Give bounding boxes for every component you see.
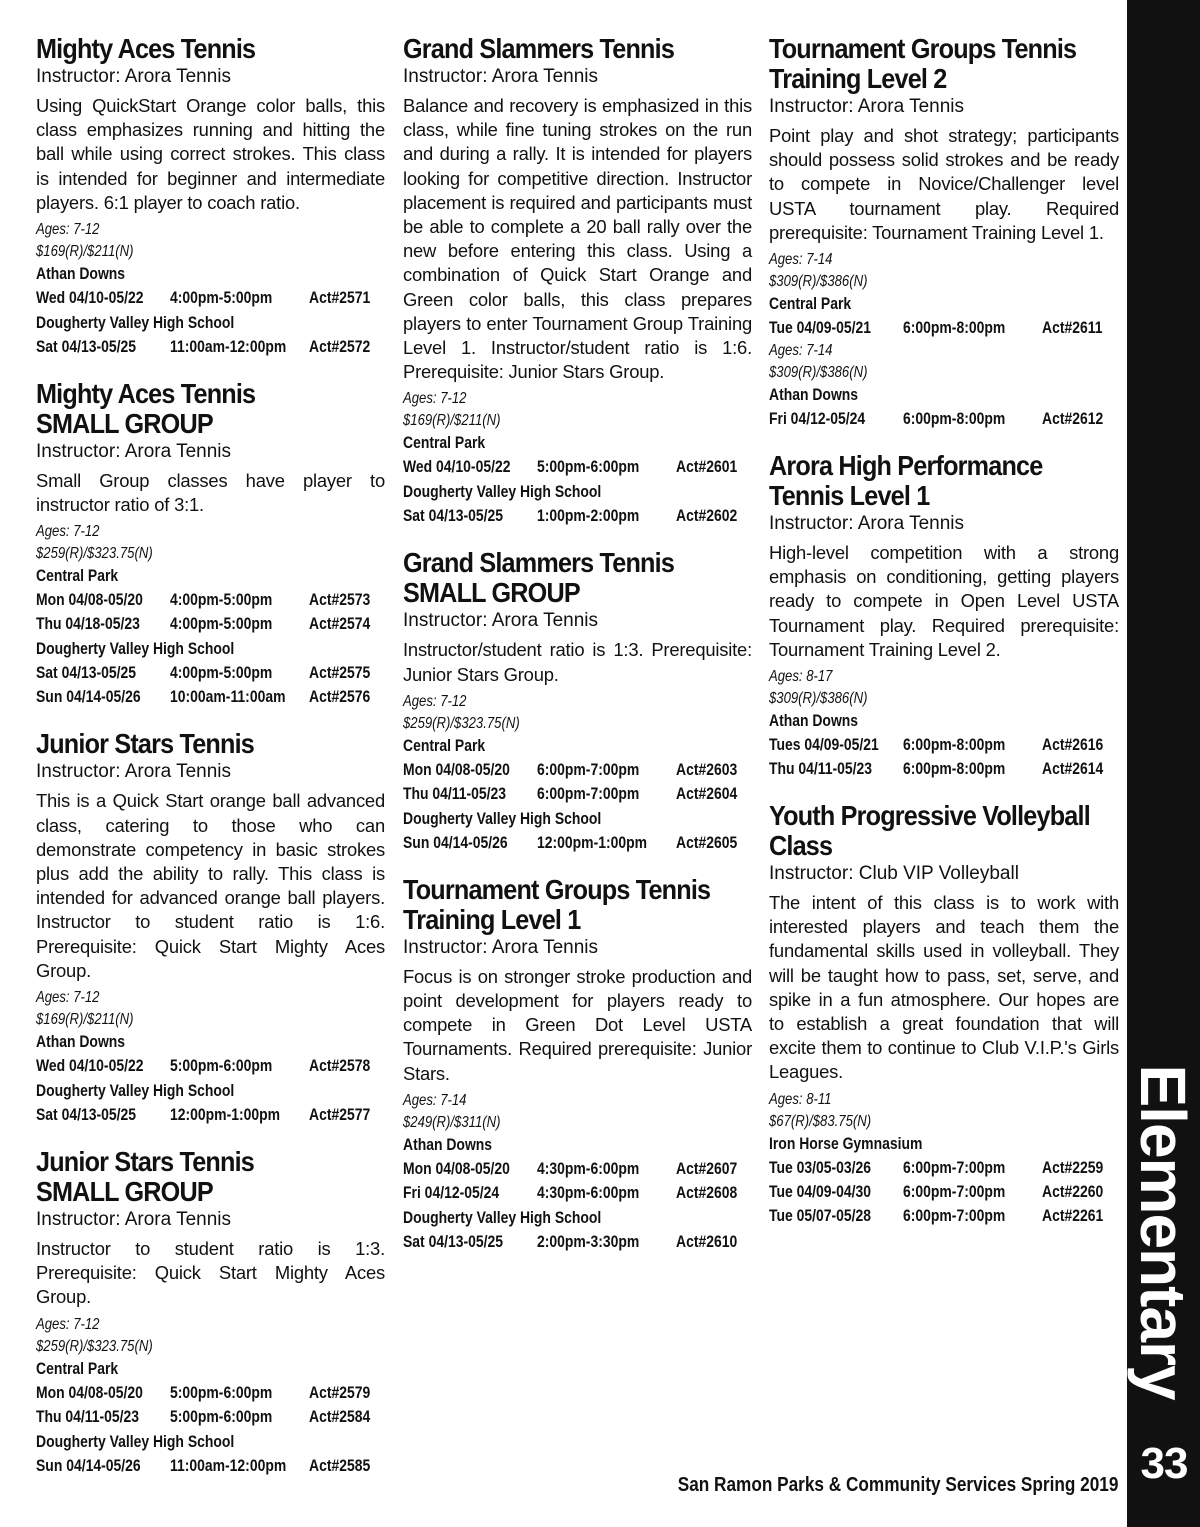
session-time: 4:30pm-6:00pm (537, 1182, 640, 1202)
class-title (403, 34, 717, 64)
session-row (36, 685, 385, 709)
session-time: 6:00pm-7:00pm (537, 759, 640, 779)
class-listing (403, 548, 752, 854)
class-fee: $249(R)/$311(N) (403, 1113, 501, 1131)
class-title (403, 548, 717, 608)
class-listing (769, 801, 1119, 1228)
class-ages: Ages: 7-12 (403, 692, 467, 710)
session-days: Fri 04/12-05/24 (403, 1182, 500, 1202)
session-activity-number: Act#2603 (676, 759, 738, 779)
session-activity-number: Act#2611 (1042, 318, 1103, 338)
session-activity-number: Act#2610 (676, 1231, 738, 1251)
class-fee: $169(R)/$211(N) (36, 243, 134, 261)
class-description: Small Group classes have player to instructor ratio of 3:1. (36, 470, 385, 516)
session-row (769, 316, 1119, 340)
session-activity-number: Act#2578 (309, 1056, 371, 1076)
session-time: 2:00pm-3:30pm (537, 1231, 640, 1251)
session-activity-number: Act#2605 (676, 832, 738, 852)
class-title (403, 875, 717, 935)
session-days: Sat 04/13-05/25 (403, 1231, 503, 1251)
class-location: Central Park (36, 566, 119, 586)
session-time: 5:00pm-6:00pm (170, 1382, 273, 1402)
class-title-line: SMALL GROUP (36, 1176, 213, 1208)
footer-publication: San Ramon Parks & Community Services Spring 2019 (677, 1474, 1118, 1496)
session-row (403, 758, 752, 782)
session-time: 1:00pm-2:00pm (537, 506, 640, 526)
session-time: 6:00pm-8:00pm (903, 409, 1006, 429)
session-time: 10:00am-11:00am (170, 687, 286, 707)
class-instructor: Instructor: Arora Tennis (403, 936, 599, 958)
session-row (769, 1180, 1119, 1204)
class-title-line: SMALL GROUP (403, 577, 580, 609)
session-activity-number: Act#2261 (1042, 1205, 1104, 1225)
session-activity-number: Act#2616 (1042, 735, 1104, 755)
session-time: 4:00pm-5:00pm (170, 288, 273, 308)
class-title-line: Arora High Performance (769, 450, 1043, 482)
session-days: Tues 04/09-05/21 (769, 735, 879, 755)
class-instructor: Instructor: Arora Tennis (36, 441, 232, 463)
session-row (36, 335, 385, 359)
session-days: Tue 05/07-05/28 (769, 1205, 872, 1225)
session-activity-number: Act#2585 (309, 1455, 371, 1475)
session-days: Fri 04/12-05/24 (769, 409, 866, 429)
session-days: Thu 04/11-05/23 (403, 783, 507, 803)
class-location: Dougherty Valley High School (36, 313, 235, 333)
session-days: Sat 04/13-05/25 (36, 337, 136, 357)
session-time: 4:00pm-5:00pm (170, 614, 273, 634)
session-time: 6:00pm-7:00pm (903, 1205, 1006, 1225)
class-listing (36, 1147, 385, 1478)
class-listing (36, 379, 385, 709)
session-activity-number: Act#2614 (1042, 759, 1104, 779)
class-fee: $67(R)/$83.75(N) (769, 1112, 872, 1130)
session-activity-number: Act#2584 (309, 1406, 371, 1426)
class-location: Athan Downs (769, 385, 859, 405)
class-fee: $309(R)/$386(N) (769, 273, 868, 291)
class-location: Athan Downs (403, 1134, 493, 1154)
class-instructor: Instructor: Arora Tennis (403, 66, 599, 87)
page-number: 33 (1140, 1439, 1188, 1488)
session-days: Sat 04/13-05/25 (36, 1105, 136, 1125)
class-listing (36, 729, 385, 1127)
class-title (36, 34, 350, 64)
class-title (36, 379, 350, 439)
session-row (36, 661, 385, 685)
class-title (769, 451, 1084, 511)
session-days: Mon 04/08-05/20 (403, 759, 510, 779)
class-ages: Ages: 7-12 (36, 989, 100, 1007)
session-row (36, 1054, 385, 1078)
class-location: Central Park (769, 294, 852, 314)
session-time: 12:00pm-1:00pm (537, 832, 648, 852)
session-row (36, 612, 385, 636)
session-time: 5:00pm-6:00pm (537, 457, 640, 477)
session-activity-number: Act#2604 (676, 783, 738, 803)
session-days: Sun 04/14-05/26 (36, 1455, 141, 1475)
class-listing (36, 34, 385, 359)
class-location: Dougherty Valley High School (36, 1081, 235, 1101)
class-instructor: Instructor: Arora Tennis (36, 761, 232, 783)
class-title-line: Grand Slammers Tennis (403, 547, 675, 579)
class-description: Using QuickStart Orange color balls, this class emphasizes running and hitting the ball while using correct strokes. This class is intended for beginner and intermediate players. 6:1 player to coach ratio. (36, 95, 385, 213)
class-location: Athan Downs (36, 1032, 126, 1052)
session-activity-number: Act#2579 (309, 1382, 371, 1402)
session-activity-number: Act#2608 (676, 1182, 738, 1202)
session-days: Mon 04/08-05/20 (36, 1382, 143, 1402)
session-row (769, 733, 1119, 757)
session-row (769, 1204, 1119, 1228)
session-days: Wed 04/10-05/22 (36, 1056, 144, 1076)
class-description: High-level competition with a strong emphasis on conditioning, getting players ready to compete in Open Level USTA Tournament play. Required prerequisite: Tournament Training Level 2. (769, 542, 1119, 660)
session-days: Tue 03/05-03/26 (769, 1157, 872, 1177)
class-fee: $169(R)/$211(N) (36, 1011, 134, 1029)
session-days: Tue 04/09-05/21 (769, 318, 872, 338)
class-listing (769, 34, 1119, 431)
session-row (403, 455, 752, 479)
session-activity-number: Act#2612 (1042, 409, 1104, 429)
session-activity-number: Act#2573 (309, 590, 371, 610)
class-title (769, 34, 1084, 94)
class-location: Iron Horse Gymnasium (769, 1133, 923, 1153)
class-ages: Ages: 7-14 (403, 1091, 467, 1109)
class-location: Dougherty Valley High School (403, 1207, 602, 1227)
class-description: Focus is on stronger stroke production and point development for players ready to compete in Green Dot Level USTA Tournaments. Required prerequisite: Junior Stars. (403, 965, 752, 1084)
class-location: Dougherty Valley High School (36, 1431, 235, 1451)
session-time: 11:00am-12:00pm (170, 337, 287, 357)
class-location: Central Park (403, 735, 486, 755)
class-fee: $169(R)/$211(N) (403, 412, 501, 430)
class-title (36, 1147, 350, 1207)
class-description: Instructor to student ratio is 1:3. Prerequisite: Quick Start Mighty Aces Group. (36, 1238, 385, 1308)
class-title (769, 800, 1090, 862)
class-description: Balance and recovery is emphasized in this class, while fine tuning strokes on the run and during a rally. It is intended for players looking for competitive direction. Instructor placement is required and participants must be able to complete a 20 ball rally over the new before entering this class. Using a combination of Quick Start Orange and Green color balls, this class prepares players to enter Tournament Group Training Level 1. Instructor/student ratio is 1:6. Prerequisite: Junior Stars Group. (403, 95, 752, 383)
session-days: Thu 04/11-05/23 (769, 759, 873, 779)
session-activity-number: Act#2574 (309, 614, 371, 634)
column-right (769, 34, 1119, 1248)
session-days: Wed 04/10-05/22 (403, 457, 511, 477)
column-middle (403, 34, 752, 1274)
class-title-line: Youth Progressive Volleyball (769, 800, 1090, 832)
session-time: 6:00pm-7:00pm (903, 1181, 1006, 1201)
class-listing (769, 451, 1119, 781)
class-ages: Ages: 8-11 (769, 1090, 832, 1108)
session-days: Sun 04/14-05/26 (403, 832, 508, 852)
class-fee: $259(R)/$323.75(N) (36, 1337, 153, 1355)
session-activity-number: Act#2607 (676, 1158, 738, 1178)
session-row (36, 588, 385, 612)
class-location: Athan Downs (769, 711, 859, 731)
session-row (769, 407, 1119, 431)
class-fee: $259(R)/$323.75(N) (36, 545, 153, 563)
class-title-line: Tennis Level 1 (769, 480, 930, 512)
session-activity-number: Act#2572 (309, 337, 371, 357)
class-ages: Ages: 7-14 (769, 251, 833, 269)
session-days: Sat 04/13-05/25 (403, 506, 503, 526)
session-row (769, 1156, 1119, 1180)
class-instructor: Instructor: Arora Tennis (403, 610, 599, 632)
session-time: 4:30pm-6:00pm (537, 1158, 640, 1178)
session-time: 6:00pm-8:00pm (903, 735, 1006, 755)
session-row (36, 1381, 385, 1405)
session-activity-number: Act#2571 (309, 288, 371, 308)
class-fee: $309(R)/$386(N) (769, 364, 868, 382)
session-row (403, 831, 752, 855)
session-time: 6:00pm-7:00pm (903, 1157, 1006, 1177)
class-title-line: SMALL GROUP (36, 408, 213, 440)
session-row (403, 1230, 752, 1254)
class-instructor: Instructor: Club VIP Volleyball (769, 863, 1019, 885)
session-row (403, 782, 752, 806)
class-title-line: Training Level 2 (769, 63, 947, 94)
class-title-line: Junior Stars Tennis (36, 728, 254, 760)
session-days: Mon 04/08-05/20 (403, 1158, 510, 1178)
column-left (36, 34, 385, 1498)
class-ages: Ages: 8-17 (769, 668, 833, 686)
class-location: Dougherty Valley High School (403, 482, 602, 502)
class-ages: Ages: 7-12 (36, 523, 100, 541)
session-row (403, 1157, 752, 1181)
session-days: Tue 04/09-04/30 (769, 1181, 872, 1201)
session-row (769, 757, 1119, 781)
session-row (403, 1181, 752, 1205)
class-instructor: Instructor: Arora Tennis (36, 66, 232, 87)
session-activity-number: Act#2259 (1042, 1157, 1104, 1177)
session-time: 5:00pm-6:00pm (170, 1406, 273, 1426)
class-ages: Ages: 7-12 (36, 221, 100, 239)
session-row (36, 1405, 385, 1429)
class-ages: Ages: 7-12 (36, 1315, 100, 1333)
class-instructor: Instructor: Arora Tennis (36, 1209, 232, 1231)
session-activity-number: Act#2576 (309, 687, 371, 707)
class-title-line: Junior Stars Tennis (36, 1146, 254, 1178)
session-time: 6:00pm-7:00pm (537, 783, 640, 803)
class-listing (403, 34, 752, 528)
session-time: 4:00pm-5:00pm (170, 590, 273, 610)
class-title-line: Tournament Groups Tennis (403, 873, 711, 905)
class-description: Point play and shot strategy; participants should possess solid strokes and be ready to compete in Novice/Challenger level USTA tournament play. Required prerequisite: Tournament Training Level 1. (769, 125, 1119, 243)
session-days: Thu 04/18-05/23 (36, 614, 140, 634)
session-activity-number: Act#2575 (309, 663, 371, 683)
class-ages: Ages: 7-12 (403, 390, 467, 408)
class-description: The intent of this class is to work with interested players and teach them the fundamental skills used in volleyball. They will be taught how to pass, set, serve, and spike in a fun atmosphere. Our hopes are to establish a great foundation that will excite them to continue to Club V.I.P.'s Girls Leagues. (769, 892, 1119, 1083)
class-listing (403, 875, 752, 1254)
session-time: 12:00pm-1:00pm (170, 1105, 281, 1125)
class-title-line: Training Level 1 (403, 903, 581, 935)
session-row (36, 1454, 385, 1478)
session-activity-number: Act#2602 (676, 506, 738, 526)
class-location: Central Park (36, 1358, 119, 1378)
class-description: Instructor/student ratio is 1:3. Prerequisite: Junior Stars Group. (403, 639, 752, 685)
class-title-line: Mighty Aces Tennis (36, 33, 256, 64)
class-description: This is a Quick Start orange ball advanced class, catering to those who can demonstrate competency in basic strokes plus add the ability to rally. This class is intended for advanced orange ball players. Instructor to student ratio is 1:6. Prerequisite: Quick Start Mighty Aces Group. (36, 790, 385, 981)
session-row (36, 1103, 385, 1127)
session-days: Wed 04/10-05/22 (36, 288, 144, 308)
session-activity-number: Act#2577 (309, 1105, 371, 1125)
class-instructor: Instructor: Arora Tennis (769, 513, 965, 535)
class-location: Athan Downs (36, 264, 126, 284)
session-days: Thu 04/11-05/23 (36, 1406, 140, 1426)
class-title-line: Grand Slammers Tennis (403, 33, 675, 64)
class-instructor: Instructor: Arora Tennis (769, 96, 965, 117)
class-title-line: Tournament Groups Tennis (769, 33, 1077, 64)
class-title (36, 729, 350, 759)
session-time: 4:00pm-5:00pm (170, 663, 273, 683)
class-location: Central Park (403, 433, 486, 453)
class-title-line: Class (769, 830, 833, 862)
session-days: Sun 04/14-05/26 (36, 687, 141, 707)
session-activity-number: Act#2601 (676, 457, 738, 477)
session-time: 6:00pm-8:00pm (903, 318, 1006, 338)
class-location: Dougherty Valley High School (403, 808, 602, 828)
section-label: Elementary (1127, 1064, 1199, 1400)
session-activity-number: Act#2260 (1042, 1181, 1104, 1201)
class-location: Dougherty Valley High School (36, 639, 235, 659)
class-ages: Ages: 7-14 (769, 342, 833, 360)
session-row (36, 286, 385, 310)
class-fee: $309(R)/$386(N) (769, 690, 868, 708)
class-title-line: Mighty Aces Tennis (36, 378, 256, 410)
session-time: 11:00am-12:00pm (170, 1455, 287, 1475)
session-time: 6:00pm-8:00pm (903, 759, 1006, 779)
session-row (403, 504, 752, 528)
session-days: Sat 04/13-05/25 (36, 663, 136, 683)
session-days: Mon 04/08-05/20 (36, 590, 143, 610)
class-fee: $259(R)/$323.75(N) (403, 714, 520, 732)
session-time: 5:00pm-6:00pm (170, 1056, 273, 1076)
